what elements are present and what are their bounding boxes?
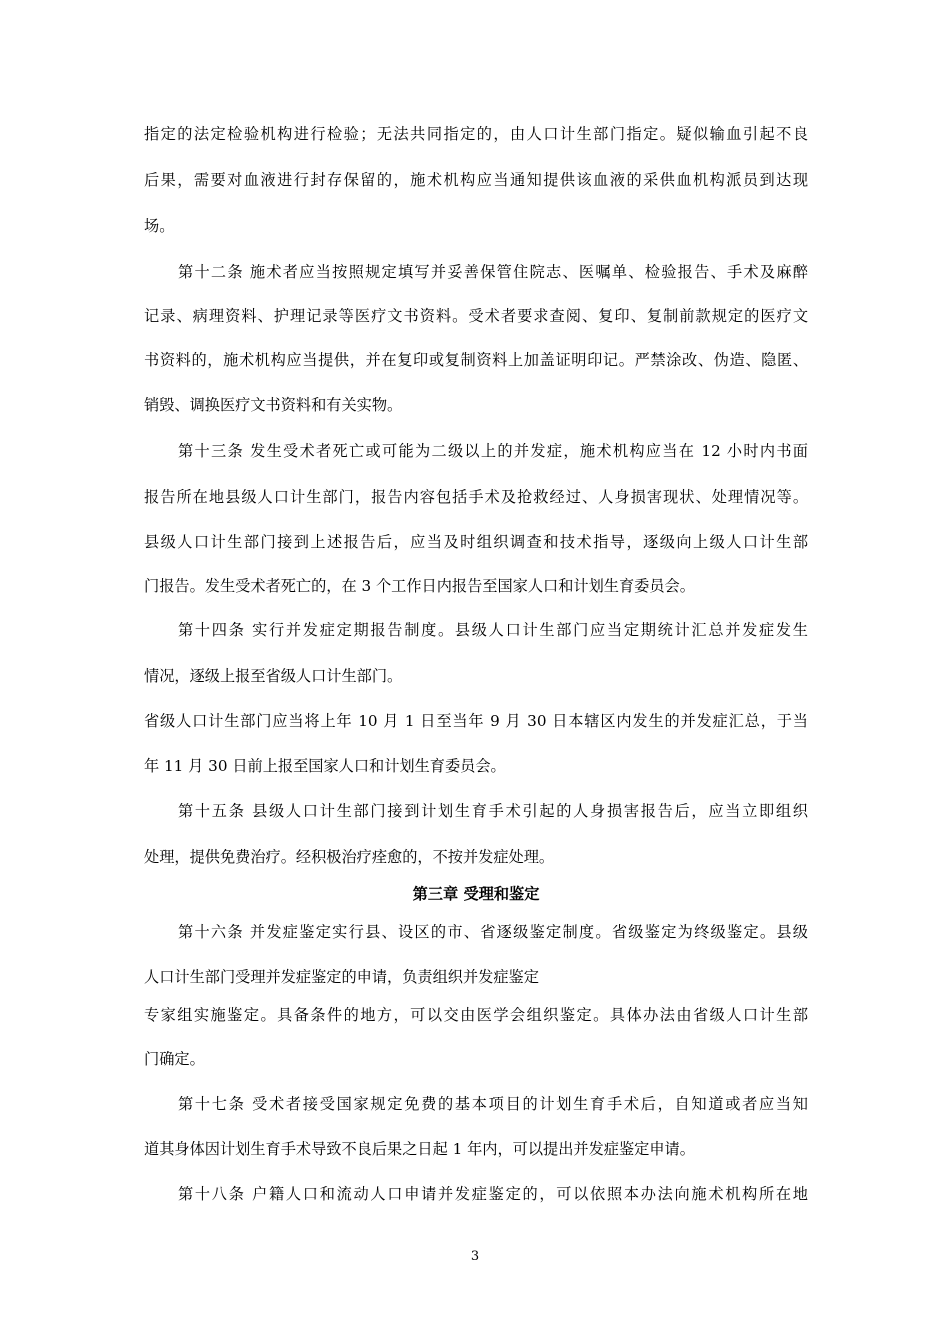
article-17-line: 第十七条 受术者接受国家规定免费的基本项目的计划生育手术后，自知道或者应当知 (178, 1095, 808, 1113)
text-line: 场。 (144, 217, 175, 235)
text-line: 门确定。 (144, 1050, 205, 1068)
article-18-line: 第十八条 户籍人口和流动人口申请并发症鉴定的，可以依照本办法向施术机构所在地 (178, 1185, 808, 1203)
chapter-heading: 第三章 受理和鉴定 (412, 885, 540, 903)
article-12-line: 第十二条 施术者应当按照规定填写并妥善保管住院志、医嘱单、检验报告、手术及麻醉 (178, 263, 808, 281)
text-line: 情况，逐级上报至省级人口计生部门。 (144, 667, 403, 685)
text-line: 人口计生部门受理并发症鉴定的申请，负责组织并发症鉴定 (144, 968, 539, 986)
text-line: 处理，提供免费治疗。经积极治疗痊愈的，不按并发症处理。 (144, 848, 555, 866)
text-line: 书资料的，施术机构应当提供，并在复印或复制资料上加盖证明印记。严禁涂改、伪造、隐匿、 (144, 351, 808, 369)
text-line: 省级人口计生部门应当将上年 10 月 1 日至当年 9 月 30 日本辖区内发生的并发症汇总，于当 (144, 712, 808, 730)
text-line: 后果，需要对血液进行封存保留的，施术机构应当通知提供该血液的采供血机构派员到达现 (144, 171, 808, 189)
text-line: 年 11 月 30 日前上报至国家人口和计划生育委员会。 (144, 757, 506, 775)
text-line: 专家组实施鉴定。具备条件的地方，可以交由医学会组织鉴定。具体办法由省级人口计生部 (144, 1006, 808, 1024)
text-line: 记录、病理资料、护理记录等医疗文书资料。受术者要求查阅、复印、复制前款规定的医疗文 (144, 307, 808, 325)
text-line: 县级人口计生部门接到上述报告后，应当及时组织调查和技术指导，逐级向上级人口计生部 (144, 533, 808, 551)
article-16-line: 第十六条 并发症鉴定实行县、设区的市、省逐级鉴定制度。省级鉴定为终级鉴定。县级 (178, 923, 808, 941)
text-line: 门报告。发生受术者死亡的，在 3 个工作日内报告至国家人口和计划生育委员会。 (144, 577, 695, 595)
article-15-line: 第十五条 县级人口计生部门接到计划生育手术引起的人身损害报告后，应当立即组织 (178, 802, 808, 820)
text-line: 道其身体因计划生育手术导致不良后果之日起 1 年内，可以提出并发症鉴定申请。 (144, 1140, 695, 1158)
text-line: 指定的法定检验机构进行检验；无法共同指定的，由人口计生部门指定。疑似输血引起不良 (144, 125, 808, 143)
text-line: 报告所在地县级人口计生部门，报告内容包括手术及抢救经过、人身损害现状、处理情况等。 (144, 488, 808, 506)
text-line: 销毁、调换医疗文书资料和有关实物。 (144, 396, 403, 414)
page-number: 3 (470, 1249, 480, 1264)
article-14-line: 第十四条 实行并发症定期报告制度。县级人口计生部门应当定期统计汇总并发症发生 (178, 621, 808, 639)
article-13-line: 第十三条 发生受术者死亡或可能为二级以上的并发症，施术机构应当在 12 小时内书面 (178, 442, 808, 460)
